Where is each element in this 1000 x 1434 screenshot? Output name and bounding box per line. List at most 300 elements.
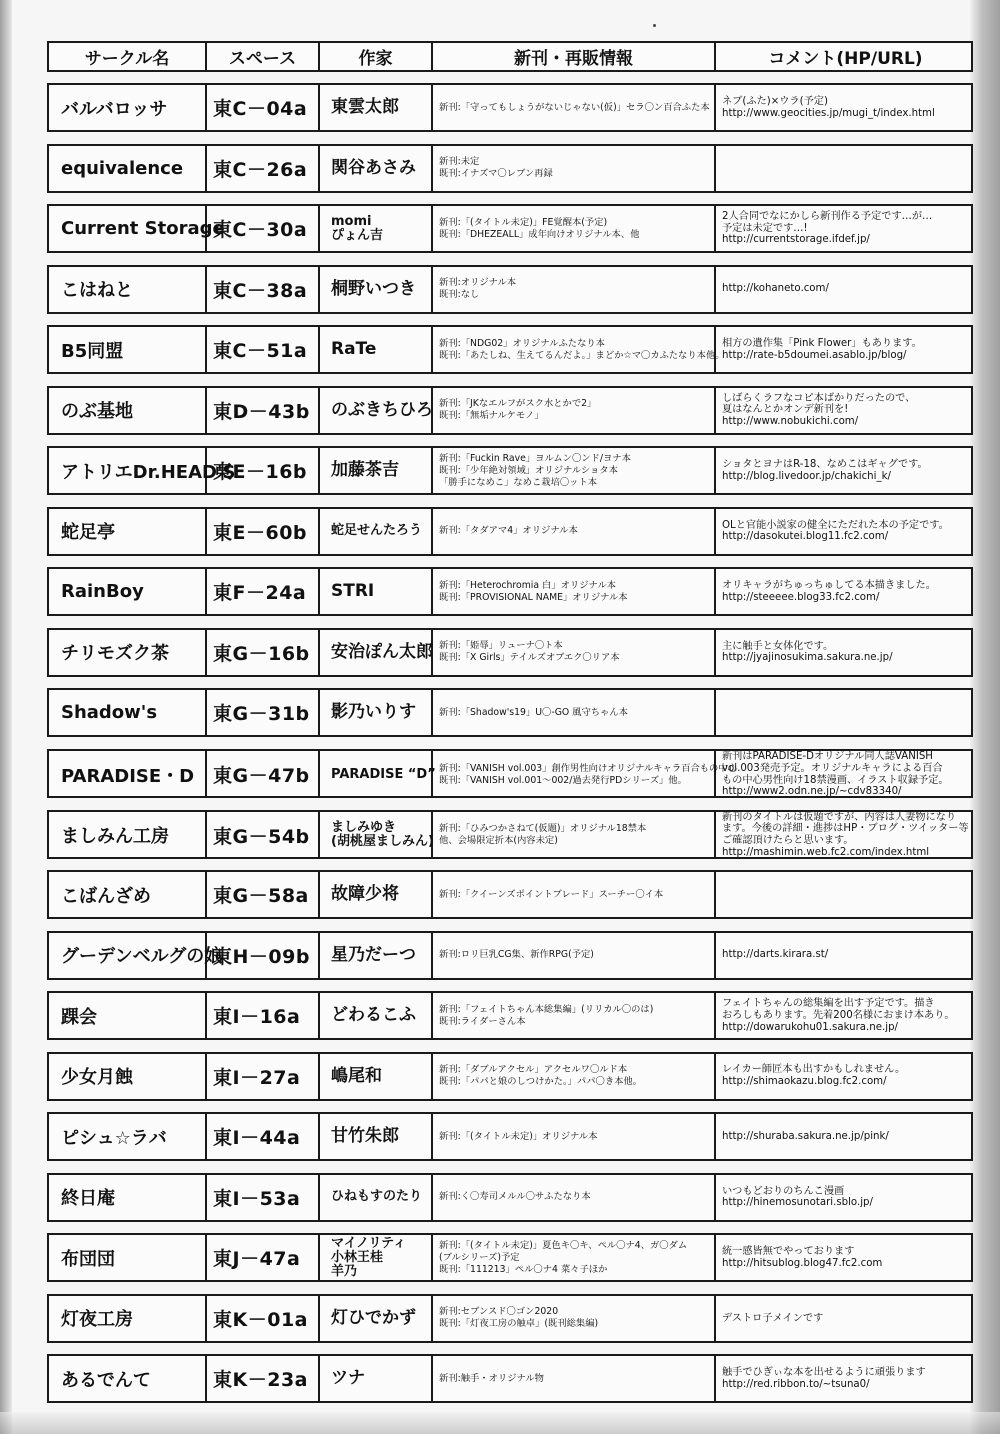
- cell-circle-name: ましみん工房: [49, 812, 207, 859]
- cell-author-lines: [331, 99, 431, 116]
- cell-author: [320, 267, 433, 312]
- cell-comment: [716, 1296, 975, 1341]
- cell-comment-lines: [722, 1186, 975, 1210]
- cell-comment-lines: [722, 751, 975, 798]
- cell-circle-name: こばんざめ: [49, 872, 207, 917]
- cell-info-line: 既刊:「PROVISIONAL NAME」オリジナル本: [439, 591, 628, 603]
- cell-comment-lines: [722, 211, 975, 246]
- cell-comment-line: http://mashimin.web.fc2.com/index.html: [722, 846, 930, 858]
- cell-author-lines: [331, 641, 433, 662]
- cell-info-line: 新刊:「Shadow's19」U〇-GO 風守ちゃん本: [439, 706, 628, 718]
- cell-author: [320, 327, 433, 372]
- cell-author-line: 故障少将: [331, 884, 399, 905]
- cell-comment-line: http://currentstorage.ifdef.jp/: [722, 234, 870, 246]
- cell-circle-name: こはねと: [49, 267, 207, 312]
- cell-info: [433, 993, 716, 1038]
- cell-info-line: 新刊:セブンスド〇ゴン2020: [439, 1306, 559, 1318]
- header-author: 作家: [320, 43, 433, 70]
- cell-info-lines: [439, 889, 714, 901]
- cell-author-lines: [331, 704, 431, 721]
- cell-info-line: 既刊:「あたしね、生えてるんだよ。」まどか☆マ〇カふたなり本他。: [439, 349, 725, 361]
- cell-comment-line: 新刊のタイトルは仮題ですが、内容は人妻物になり: [722, 811, 957, 823]
- cell-info-line: 新刊:「クイーンズポイントブレード」スーチー〇イ本: [439, 888, 664, 900]
- cell-author-line: 加藤茶吉: [331, 460, 399, 481]
- cell-comment-lines: [722, 1246, 975, 1270]
- cell-space: 東C－30a: [207, 206, 320, 251]
- cell-comment-lines: [722, 1367, 975, 1391]
- cell-comment-line: ます。今後の詳細・進捗はHP・ブログ・ツイッター等: [722, 823, 969, 835]
- cell-comment-line: 触手でひぎぃな本を出せるように頑張ります: [722, 1367, 926, 1379]
- cell-space: 東C－26a: [207, 146, 320, 191]
- table-row: [47, 446, 973, 495]
- cell-comment-lines: [722, 393, 975, 428]
- cell-info-line: 新刊:「VANISH vol.003」創作男性向けオリジナルキャラ百合もの中心: [439, 762, 737, 774]
- cell-author-line: 嶋尾和: [331, 1065, 382, 1086]
- cell-info-lines: [439, 1004, 714, 1028]
- cell-space: 東G－54b: [207, 812, 320, 859]
- cell-author-line: 灯ひでかず: [331, 1307, 416, 1328]
- cell-author-lines: [331, 886, 431, 903]
- table-row: [47, 991, 973, 1040]
- cell-info-line: 既刊:「DHEZEALL」成年向けオリジナル本、他: [439, 228, 640, 240]
- cell-author-line: ましみゆき: [331, 820, 397, 836]
- cell-space: 東D－43b: [207, 388, 320, 433]
- cell-comment-line: 予定は未定です…!: [722, 222, 808, 234]
- table-row: [47, 931, 973, 980]
- cell-info-lines: [439, 707, 714, 719]
- cell-info-line: 既刊:イナズマ〇レブン再録: [439, 168, 553, 180]
- table-row: [47, 870, 973, 919]
- cell-info-line: 既刊:「パパと娘のしつけかた。」パパ〇き本他。: [439, 1076, 643, 1088]
- cell-author: [320, 85, 433, 130]
- cell-space: 東I－27a: [207, 1054, 320, 1099]
- cell-info-line: 新刊:く〇寿司メルル〇サふたなり本: [439, 1191, 591, 1203]
- print-speck: [653, 24, 656, 27]
- cell-author-lines: [331, 583, 431, 600]
- cell-comment: [716, 1054, 975, 1099]
- cell-info: [433, 327, 725, 372]
- cell-author: [320, 812, 433, 859]
- cell-info-line: (ブルシリーズ)予定: [439, 1251, 520, 1263]
- cell-comment-line: http://dasokutei.blog11.fc2.com/: [722, 531, 889, 543]
- cell-comment: [716, 448, 975, 493]
- cell-info-lines: [439, 453, 714, 489]
- cell-info: [433, 388, 716, 433]
- cell-author-line: (胡桃屋ましみん): [331, 834, 434, 850]
- cell-comment-lines: [722, 641, 975, 665]
- cell-info-lines: [439, 1373, 714, 1385]
- cell-comment-line: http://darts.kirara.st/: [722, 949, 829, 961]
- table-body: [47, 83, 973, 1403]
- cell-comment: [716, 267, 975, 312]
- cell-author-line: のぶきちひろ: [331, 399, 433, 420]
- cell-comment-line: ネブ(ふた)×ウラ(予定): [722, 95, 828, 107]
- cell-author-line: STRI: [331, 581, 375, 602]
- cell-info-lines: [439, 1131, 714, 1143]
- cell-author: [320, 933, 433, 978]
- cell-author-line: momi: [331, 213, 372, 229]
- cell-info: [433, 812, 716, 859]
- cell-comment-line: 主に触手と女体化です。: [722, 640, 834, 652]
- cell-comment-lines: [722, 459, 975, 483]
- page-edge-shadow-left: [0, 0, 12, 1434]
- cell-author-lines: [331, 766, 436, 782]
- cell-info: [433, 1054, 716, 1099]
- cell-comment-line: http://hinemosunotari.sblo.jp/: [722, 1197, 873, 1209]
- cell-author-line: 影乃いりす: [331, 702, 416, 723]
- cell-comment-line: http://blog.livedoor.jp/chakichi_k/: [722, 470, 891, 482]
- cell-info-lines: [439, 398, 714, 422]
- cell-info-lines: [439, 102, 714, 114]
- cell-circle-name: 蛇足亭: [49, 509, 207, 554]
- cell-info-lines: [439, 1064, 714, 1088]
- cell-comment-lines: [722, 338, 975, 362]
- table-row: [47, 1112, 973, 1161]
- table-row: [47, 628, 973, 677]
- header-new-release-info: 新刊・再販情報: [433, 43, 716, 70]
- cell-info-line: 新刊:「(タイトル未定)」夏色キ〇キ、ペル〇ナ4、ガ〇ダム: [439, 1239, 688, 1251]
- cell-comment: [716, 85, 975, 130]
- cell-space: 東G－16b: [207, 630, 320, 675]
- cell-circle-name: チリモズク茶: [49, 630, 207, 675]
- cell-comment-line: 2人合同でなにかしら新刊作る予定です…が…: [722, 210, 933, 222]
- cell-author-line: 甘竹朱郎: [331, 1126, 399, 1147]
- cell-space: 東I－44a: [207, 1114, 320, 1159]
- cell-author-line: 星乃だーつ: [331, 944, 416, 965]
- header-space: スペース: [207, 43, 320, 70]
- cell-info-line: 新刊:「NDG02」オリジナルふたなり本: [439, 337, 605, 349]
- cell-author-line: ぴょん吉: [331, 227, 384, 243]
- cell-space: 東G－47b: [207, 751, 320, 798]
- cell-author-line: ツナ: [331, 1368, 365, 1389]
- cell-author-lines: [331, 1237, 431, 1279]
- cell-info-line: 新刊:「タダアマ4」オリジナル本: [439, 525, 578, 537]
- cell-author-lines: [331, 399, 433, 420]
- cell-author: [320, 1356, 433, 1401]
- cell-info: [433, 509, 716, 554]
- cell-comment: [716, 751, 975, 798]
- cell-info-line: 新刊:触手・オリジナル物: [439, 1372, 544, 1384]
- cell-comment-line: 相方の遺作集「Pink Flower」もあります。: [722, 337, 922, 349]
- cell-info-line: 新刊:「守ってもしょうがないじゃない(仮)」セラ〇ン百合ふた本: [439, 101, 710, 113]
- cell-author-lines: [331, 1128, 431, 1145]
- cell-comment-lines: [722, 812, 975, 859]
- table-row: [47, 83, 973, 132]
- table-row: [47, 325, 973, 374]
- cell-circle-name: 踝会: [49, 993, 207, 1038]
- cell-circle-name: バルバロッサ: [49, 85, 207, 130]
- cell-info-lines: [439, 277, 714, 301]
- cell-author-line: ひねもすのたり: [331, 1189, 423, 1205]
- cell-info-line: 新刊:未定: [439, 156, 480, 168]
- header-circle-name: サークル名: [49, 43, 207, 70]
- cell-info: [433, 206, 716, 251]
- cell-author: [320, 872, 433, 917]
- cell-circle-name: あるでんて: [49, 1356, 207, 1401]
- cell-author: [320, 1235, 433, 1280]
- cell-comment-line: http://www2.odn.ne.jp/~cdv83340/: [722, 786, 902, 798]
- cell-info: [433, 933, 716, 978]
- cell-author: [320, 993, 433, 1038]
- cell-comment-line: http://hitsublog.blog47.fc2.com: [722, 1257, 883, 1269]
- cell-circle-name: のぶ基地: [49, 388, 207, 433]
- cell-comment-lines: [722, 1131, 975, 1143]
- cell-comment-line: http://kohaneto.com/: [722, 283, 829, 295]
- cell-comment-line: http://shimaokazu.blog.fc2.com/: [722, 1076, 887, 1088]
- cell-comment: [716, 1114, 975, 1159]
- cell-comment-line: おろしもあります。先着200名様におまけ本あり。: [722, 1009, 955, 1021]
- cell-comment-line: 統一感皆無でやっております: [722, 1246, 855, 1258]
- cell-info-line: 既刊:ライダーさん本: [439, 1015, 526, 1027]
- cell-info: [433, 1235, 716, 1280]
- cell-author-lines: [331, 1007, 431, 1024]
- cell-info-line: 既刊:「灯夜工房の触卓」(既刊総集編): [439, 1318, 599, 1330]
- cell-info-lines: [439, 337, 725, 362]
- cell-comment-lines: [722, 998, 975, 1033]
- cell-info-line: 他、会場限定折本(内容未定): [439, 835, 558, 847]
- cell-info-line: 新刊:「Fuckin Rave」ヨルムン〇ンド/ヨナ本: [439, 452, 631, 464]
- cell-comment: [716, 569, 975, 614]
- cell-author: [320, 448, 433, 493]
- cell-comment-line: いつもどおりのちんこ漫画: [722, 1185, 845, 1197]
- cell-info-line: 既刊:「111213」ペル〇ナ4 菜々子ほか: [439, 1263, 608, 1275]
- cell-info: [433, 690, 716, 735]
- cell-info-line: 新刊:「JKなエルフがスク水とかで2」: [439, 398, 597, 410]
- cell-comment: [716, 146, 975, 191]
- cell-space: 東G－31b: [207, 690, 320, 735]
- cell-author-line: 関谷あさみ: [331, 157, 416, 178]
- cell-author: [320, 206, 433, 251]
- cell-info: [433, 1175, 716, 1220]
- cell-info: [433, 85, 716, 130]
- cell-info-line: 新刊:「ダブルアクセル」アクセルワ〇ルド本: [439, 1064, 628, 1076]
- cell-info-line: 新刊:「ひみつかさねて(仮題)」オリジナル18禁本: [439, 823, 647, 835]
- cell-comment-lines: [722, 283, 975, 295]
- cell-info-lines: [439, 580, 714, 604]
- cell-comment-line: http://dowarukohu01.sakura.ne.jp/: [722, 1021, 898, 1033]
- cell-comment: [716, 327, 975, 372]
- circle-list-table: [47, 41, 973, 1415]
- cell-author: [320, 1175, 433, 1220]
- cell-info: [433, 448, 716, 493]
- cell-circle-name: 少女月蝕: [49, 1054, 207, 1099]
- cell-circle-name: B5同盟: [49, 327, 207, 372]
- table-row: [47, 688, 973, 737]
- cell-comment: [716, 1175, 975, 1220]
- table-row: [47, 749, 973, 798]
- cell-comment-line: オリキャラがちゅっちゅしてる本描きました。: [722, 580, 936, 592]
- cell-author-lines: [331, 524, 431, 538]
- cell-author-lines: [331, 1370, 431, 1387]
- cell-comment-line: http://red.ribbon.to/~tsuna0/: [722, 1378, 870, 1390]
- cell-info-lines: [439, 1306, 714, 1330]
- cell-author-line: どわるこふ: [331, 1005, 416, 1026]
- cell-info-line: 新刊:オリジナル本: [439, 277, 517, 289]
- cell-info-line: 既刊:「VANISH vol.001～002/過去発行PDシリーズ」他。: [439, 774, 687, 786]
- cell-comment-line: 夏はなんとかオンデ新刊を!: [722, 404, 849, 416]
- cell-info-line: 新刊:「姫辱」リューナ〇ト本: [439, 640, 563, 652]
- cell-space: 東J－47a: [207, 1235, 320, 1280]
- cell-author-lines: [331, 215, 431, 243]
- cell-author: [320, 1296, 433, 1341]
- cell-author-line: RaTe: [331, 339, 377, 360]
- cell-info-line: 既刊:「少年絶対領域」オリジナルショタ本: [439, 464, 618, 476]
- cell-comment-line: フェイトちゃんの総集編を出す予定です。描き: [722, 998, 935, 1009]
- cell-info-lines: [439, 156, 714, 180]
- cell-author-line: 小林王桂: [331, 1249, 384, 1265]
- cell-info-line: 新刊:「(タイトル未定)」FE覚醒本(予定): [439, 216, 608, 228]
- header-comment: コメント(HP/URL): [768, 49, 923, 69]
- cell-author: [320, 1114, 433, 1159]
- cell-circle-name: グーデンベルグの娘: [49, 933, 207, 978]
- cell-space: 東F－24a: [207, 569, 320, 614]
- cell-author: [320, 751, 436, 798]
- cell-info-lines: [439, 525, 714, 537]
- cell-space: 東C－51a: [207, 327, 320, 372]
- cell-author: [320, 509, 433, 554]
- table-row: [47, 1354, 973, 1403]
- cell-circle-name: RainBoy: [49, 569, 207, 614]
- cell-author-lines: [331, 820, 434, 850]
- table-row: [47, 386, 973, 435]
- cell-space: 東G－58a: [207, 872, 320, 917]
- cell-circle-name: Current Storage: [49, 206, 207, 251]
- cell-circle-name: PARADISE・D: [49, 751, 207, 798]
- cell-comment-lines: [722, 580, 975, 604]
- cell-info: [433, 569, 716, 614]
- cell-author-lines: [331, 944, 431, 965]
- cell-space: 東E－16b: [207, 448, 320, 493]
- page-edge-shadow-bottom: [0, 1412, 1000, 1434]
- cell-comment-line: http://steeeee.blog33.fc2.com/: [722, 591, 880, 603]
- cell-author-line: 安治ぽん太郎: [331, 641, 433, 662]
- cell-comment: [716, 1356, 975, 1401]
- cell-author: [320, 569, 433, 614]
- table-row: [47, 204, 973, 253]
- cell-author-lines: [331, 341, 431, 358]
- cell-author-lines: [331, 1307, 431, 1328]
- cell-comment-line: もの中心男性向け18禁漫画、イラスト収録予定。: [722, 774, 949, 786]
- cell-comment: [716, 690, 975, 735]
- cell-comment-lines: [722, 1064, 975, 1088]
- cell-info-lines: [439, 823, 714, 847]
- cell-comment: [716, 1235, 975, 1280]
- cell-author-lines: [331, 1065, 431, 1086]
- cell-author-lines: [331, 1190, 431, 1204]
- cell-space: 東C－04a: [207, 85, 320, 130]
- table-row: [47, 567, 973, 616]
- cell-comment-line: しばらくラフなコピ本ばかりだったので、: [722, 392, 916, 404]
- cell-space: 東I－53a: [207, 1175, 320, 1220]
- cell-comment: [716, 872, 975, 917]
- cell-circle-name: ピシュ☆ラバ: [49, 1114, 207, 1159]
- cell-info-line: 新刊:「(タイトル未定)」オリジナル本: [439, 1130, 598, 1142]
- cell-info-lines: [439, 762, 737, 787]
- cell-comment-line: レイカー師匠本も出すかもしれません。: [722, 1064, 906, 1076]
- cell-space: 東I－16a: [207, 993, 320, 1038]
- cell-comment-lines: [722, 1313, 975, 1325]
- cell-comment-line: vol.003発売予定。オリジナルキャラによる百合: [722, 762, 943, 774]
- cell-author: [320, 388, 433, 433]
- cell-info-line: 既刊:なし: [439, 289, 480, 301]
- table-row: [47, 1233, 973, 1282]
- table-header: [47, 41, 973, 72]
- cell-comment: [716, 993, 975, 1038]
- cell-comment-lines: [722, 520, 975, 544]
- cell-comment-lines: [722, 96, 975, 120]
- cell-comment-line: OLと官能小説家の健全にただれた本の予定です。: [722, 519, 949, 531]
- cell-circle-name: equivalence: [49, 146, 207, 191]
- cell-space: 東E－60b: [207, 509, 320, 554]
- cell-info-line: 新刊:ロリ巨乳CG集、新作RPG(予定): [439, 949, 594, 961]
- cell-space: 東H－09b: [207, 933, 320, 978]
- cell-author-line: 蛇足せんたろう: [331, 523, 423, 539]
- cell-comment-line: http://rate-b5doumei.asablo.jp/blog/: [722, 349, 907, 361]
- table-row: [47, 1052, 973, 1101]
- cell-info: [433, 1114, 716, 1159]
- table-row: [47, 1173, 973, 1222]
- cell-circle-name: アトリエDr.HEAD'S: [49, 448, 207, 493]
- cell-info-lines: [439, 640, 714, 664]
- cell-author-line: 東雲太郎: [331, 97, 399, 117]
- cell-author-line: 桐野いつき: [331, 278, 416, 299]
- cell-info-line: 「勝手になめこ」なめこ栽培〇ット本: [439, 476, 598, 488]
- cell-info-lines: [439, 217, 714, 241]
- cell-author: [320, 146, 433, 191]
- cell-info: [433, 267, 716, 312]
- cell-author-lines: [331, 157, 431, 178]
- cell-info-line: 既刊:「X Girls」テイルズオブエク〇リア本: [439, 652, 620, 664]
- cell-author-lines: [331, 278, 431, 299]
- cell-info-line: 新刊:「フェイトちゃん本総集編」(リリカル〇のは): [439, 1003, 654, 1015]
- cell-comment-line: http://jyajinosukima.sakura.ne.jp/: [722, 652, 893, 664]
- cell-circle-name: 灯夜工房: [49, 1296, 207, 1341]
- cell-space: 東C－38a: [207, 267, 320, 312]
- cell-info: [433, 146, 716, 191]
- cell-author: [320, 630, 433, 675]
- table-row: [47, 265, 973, 314]
- cell-author-lines: [331, 462, 431, 479]
- cell-comment: [716, 933, 975, 978]
- cell-author-line: マイノリティ: [331, 1235, 407, 1251]
- cell-info-lines: [439, 1191, 714, 1203]
- cell-author: [320, 1054, 433, 1099]
- cell-comment-line: 新刊はPARADISE-Dオリジナル同人誌VANISH: [722, 751, 933, 763]
- cell-info-lines: [439, 949, 714, 961]
- cell-circle-name: 布団団: [49, 1235, 207, 1280]
- cell-comment: [716, 206, 975, 251]
- cell-author: [320, 690, 433, 735]
- cell-info: [433, 1356, 716, 1401]
- cell-comment-line: http://www.nobukichi.com/: [722, 416, 859, 428]
- cell-info-line: 既刊:「無垢ナルケモノ」: [439, 410, 544, 422]
- cell-space: 東K－23a: [207, 1356, 320, 1401]
- cell-circle-name: 終日庵: [49, 1175, 207, 1220]
- cell-comment: [716, 388, 975, 433]
- cell-comment-line: デストロ子メインです: [722, 1312, 824, 1324]
- cell-comment: [716, 509, 975, 554]
- cell-info: [433, 751, 737, 798]
- cell-comment-line: http://shuraba.sakura.ne.jp/pink/: [722, 1130, 889, 1142]
- table-row: [47, 1294, 973, 1343]
- cell-circle-name: Shadow's: [49, 690, 207, 735]
- cell-info: [433, 1296, 716, 1341]
- cell-comment-line: http://www.geocities.jp/mugi_t/index.html: [722, 107, 935, 119]
- table-row: [47, 810, 973, 859]
- cell-comment-lines: [722, 949, 975, 961]
- cell-author-line: 羊乃: [331, 1263, 358, 1279]
- cell-info-line: 新刊:「Heterochromia 白」オリジナル本: [439, 579, 616, 591]
